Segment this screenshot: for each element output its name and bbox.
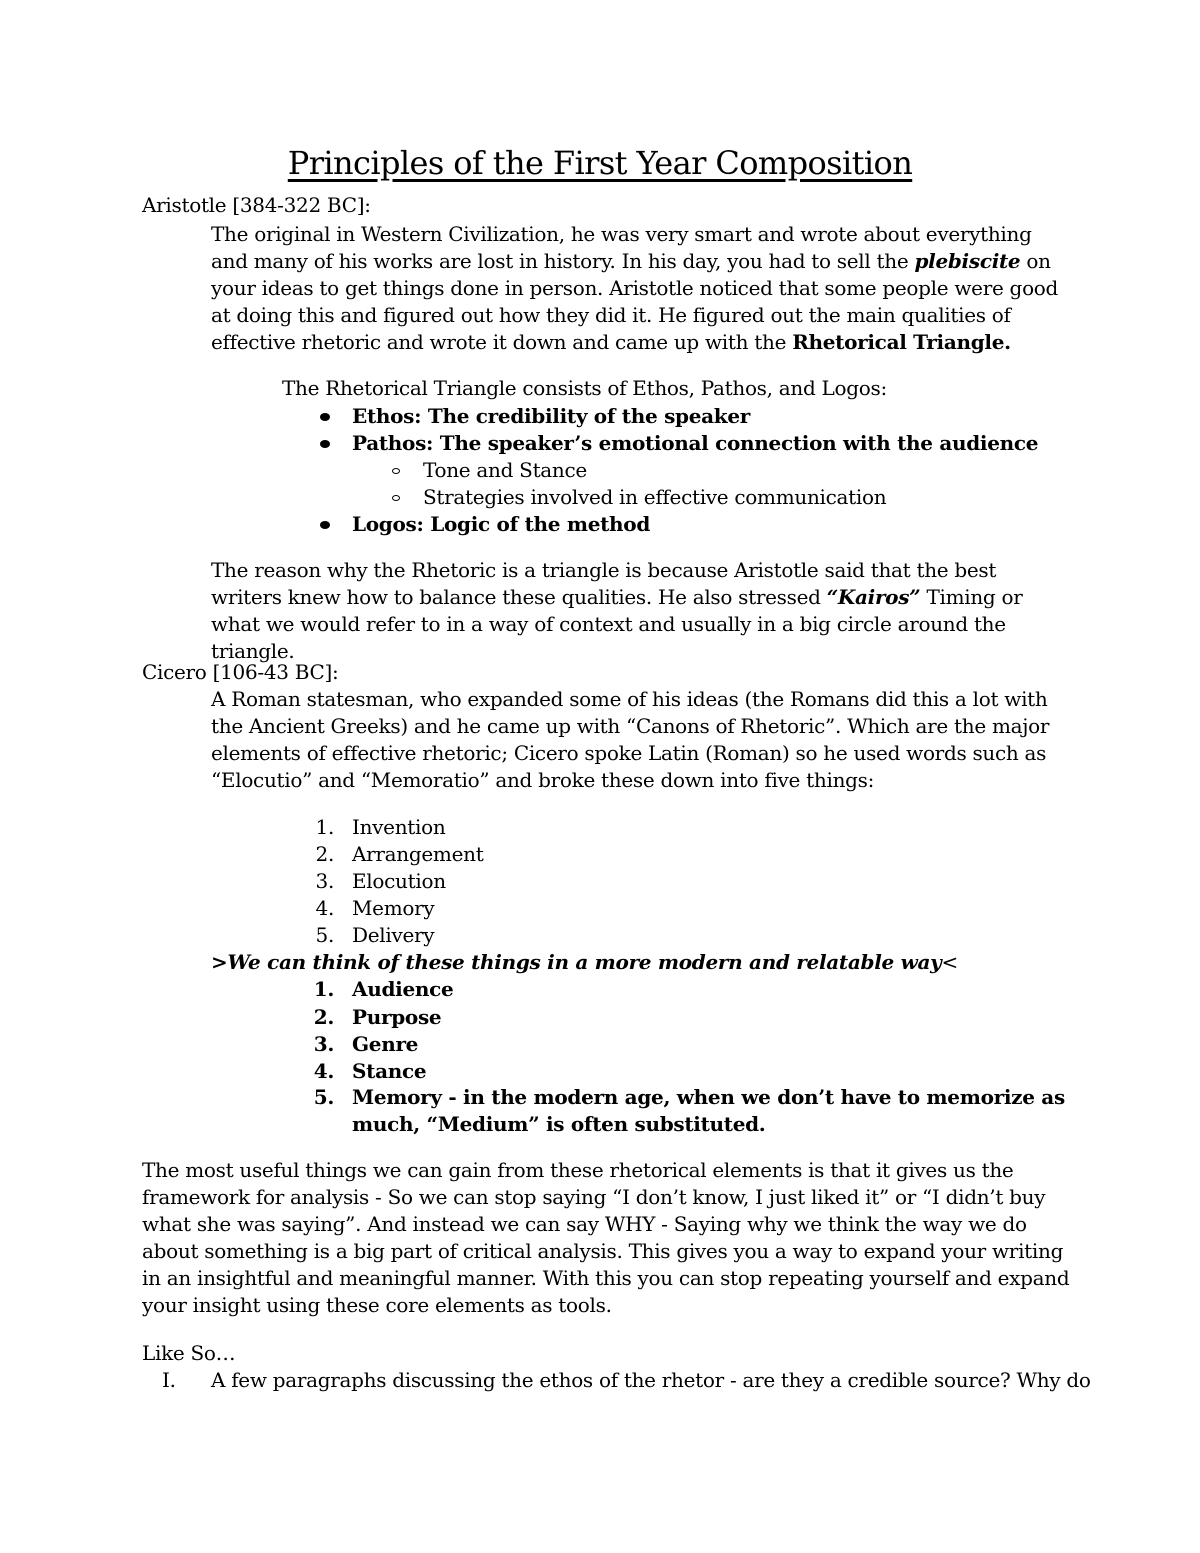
kairos-paragraph: [211, 557, 1071, 665]
list-number: 1.: [315, 815, 334, 839]
kairos-paragraph-text-2: Timing or what we would refer to in a way of context and usually in a big circle around the triangle.: [211, 585, 1023, 663]
canon-text: Invention: [352, 815, 446, 839]
canon-text: Delivery: [352, 923, 435, 947]
list-number: 1.: [313, 977, 334, 1001]
cicero-heading: Cicero [106-43 BC]:: [142, 660, 339, 684]
modern-intro-text: We can think of these things in a more modern and relatable way: [227, 950, 942, 974]
aristotle-paragraph-text-1: The original in Western Civilization, he was very smart and wrote about everything and many of his works are lost in history. In his day, you had to sell the: [211, 222, 1032, 273]
list-number: 3.: [315, 869, 334, 893]
aristotle-heading: Aristotle [384-322 BC]:: [142, 193, 371, 217]
list-number: 4.: [315, 896, 334, 920]
list-number: 2.: [315, 842, 334, 866]
modern-intro-open: >: [211, 950, 228, 974]
rhetorical-triangle-term: Rhetorical Triangle.: [792, 330, 1011, 354]
purpose-item: Purpose: [352, 1005, 442, 1029]
plebiscite-term: plebiscite: [914, 249, 1021, 273]
bullet-icon: [320, 521, 330, 529]
list-number: 5.: [313, 1085, 334, 1109]
triangle-intro: The Rhetorical Triangle consists of Ethos, Pathos, and Logos:: [282, 376, 887, 400]
modern-intro-close: <: [941, 950, 958, 974]
canon-text: Elocution: [352, 869, 446, 893]
outline-text: A few paragraphs discussing the ethos of the rhetor - are they a credible source? Why do: [211, 1368, 1091, 1392]
list-number: 2.: [313, 1005, 334, 1029]
circle-bullet-icon: [392, 468, 400, 474]
canon-text: Arrangement: [352, 842, 484, 866]
modern-intro: [211, 949, 958, 976]
bullet-icon: [320, 440, 330, 448]
pathos-item: Pathos: The speaker’s emotional connection with the audience: [352, 431, 1039, 455]
like-so-line: Like So…: [142, 1341, 236, 1365]
stance-item: Stance: [352, 1059, 427, 1083]
kairos-paragraph-text-1: The reason why the Rhetoric is a triangle is because Aristotle said that the best writers knew how to balance these qualities. He also stressed: [211, 558, 997, 609]
genre-item: Genre: [352, 1032, 419, 1056]
tone-stance-item: Tone and Stance: [423, 458, 587, 482]
bullet-icon: [320, 413, 330, 421]
strategies-item: Strategies involved in effective communication: [423, 485, 887, 509]
cicero-paragraph: A Roman statesman, who expanded some of his ideas (the Romans did this a lot with the Ancient Greeks) and he came up with “Canons of Rhetoric”. Which are the major elements of effective rhetoric; Cicero spoke Latin (Roman) so he used words such as “Elocutio” and “Memoratio” and broke these down into five things:: [211, 687, 1050, 792]
aristotle-paragraph: [211, 221, 1071, 356]
circle-bullet-icon: [392, 495, 400, 501]
memory-item: Memory - in the modern age, when we don’t have to memorize as: [352, 1085, 1065, 1109]
aristotle-paragraph-text-2: on your ideas to get things done in person. Aristotle noticed that some people were good at doing this and figured out how they did it. He figured out the main qualities of effective rhetoric and wrote it down and came up with the: [211, 249, 1059, 354]
audience-item: Audience: [352, 977, 454, 1001]
list-number: 3.: [313, 1032, 334, 1056]
canon-text: Memory: [352, 896, 435, 920]
outline-number: I.: [162, 1368, 176, 1392]
list-number: 4.: [313, 1059, 334, 1083]
ethos-item: Ethos: The credibility of the speaker: [352, 404, 751, 428]
conclusion-paragraph: The most useful things we can gain from these rhetorical elements is that it gives us the framework for analysis - So we can stop saying “I don’t know, I just liked it” or “I didn’t buy what she was saying”. And instead we can say WHY - Saying why we think the way we do about something is a big part of critical analysis. This gives you a way to expand your writing in an insightful and meaningful manner. With this you can stop repeating yourself and expand your insight using these core elements as tools.: [142, 1158, 1070, 1317]
document-title: Principles of the First Year Composition: [287, 144, 913, 182]
logos-item: Logos: Logic of the method: [352, 512, 651, 536]
memory-item-continued: much, “Medium” is often substituted.: [352, 1112, 766, 1136]
kairos-term: “Kairos”: [826, 585, 921, 609]
list-number: 5.: [315, 923, 334, 947]
